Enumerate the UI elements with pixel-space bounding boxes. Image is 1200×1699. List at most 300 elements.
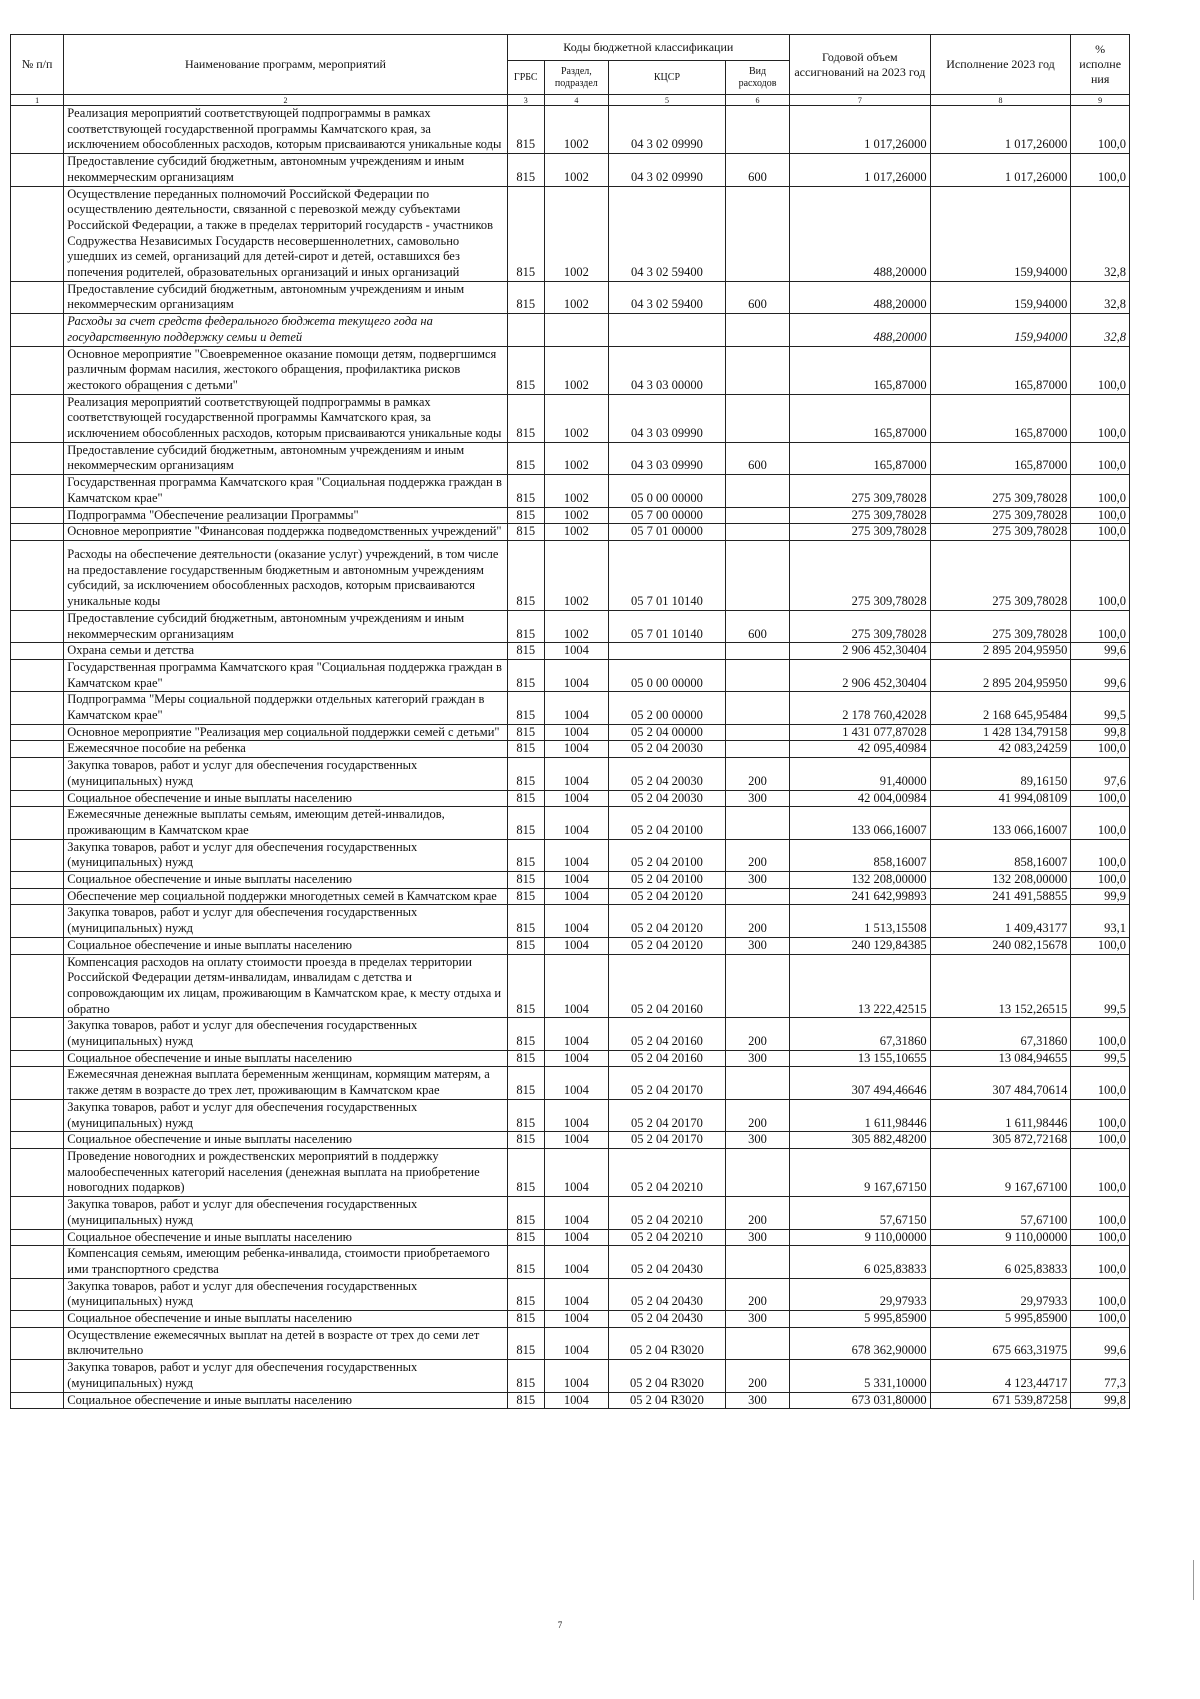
- cell-name: Предоставление субсидий бюджетным, автономным учреждениям и иным некоммерческим организациям: [64, 281, 507, 313]
- cell-plan: 29,97933: [790, 1278, 931, 1310]
- table-row: [11, 905, 1130, 937]
- cell-num: [11, 106, 64, 154]
- cell-razdel: 1004: [544, 643, 608, 660]
- cell-pct: 99,9: [1071, 888, 1130, 905]
- cell-kcsr: 04 3 02 09990: [608, 154, 725, 186]
- cell-plan: 488,20000: [790, 186, 931, 281]
- cell-vid: [726, 741, 790, 758]
- table-body: [11, 106, 1130, 1409]
- cell-grbs: 815: [507, 807, 544, 839]
- cell-plan: 858,16007: [790, 839, 931, 871]
- cell-razdel: 1002: [544, 154, 608, 186]
- cell-num: [11, 1197, 64, 1229]
- cell-num: [11, 394, 64, 442]
- cell-kcsr: 05 0 00 00000: [608, 659, 725, 691]
- cell-plan: 2 906 452,30404: [790, 643, 931, 660]
- cell-plan: 13 155,10655: [790, 1050, 931, 1067]
- cell-grbs: 815: [507, 1018, 544, 1050]
- column-number: 8: [930, 95, 1071, 106]
- cell-kcsr: 05 2 04 20030: [608, 758, 725, 790]
- header-column-numbers: [11, 95, 1130, 106]
- cell-kcsr: 05 7 01 10140: [608, 610, 725, 642]
- cell-num: [11, 507, 64, 524]
- cell-plan: 275 309,78028: [790, 475, 931, 507]
- cell-num: [11, 888, 64, 905]
- cell-fact: 5 995,85900: [930, 1311, 1071, 1328]
- cell-grbs: 815: [507, 281, 544, 313]
- cell-grbs: 815: [507, 442, 544, 474]
- cell-plan: 1 611,98446: [790, 1099, 931, 1131]
- cell-razdel: 1004: [544, 1311, 608, 1328]
- cell-grbs: 815: [507, 888, 544, 905]
- cell-plan: 132 208,00000: [790, 872, 931, 889]
- cell-pct: 100,0: [1071, 1099, 1130, 1131]
- cell-num: [11, 905, 64, 937]
- cell-grbs: 815: [507, 1327, 544, 1359]
- cell-kcsr: 05 2 04 20160: [608, 954, 725, 1018]
- cell-fact: 858,16007: [930, 839, 1071, 871]
- header-plan: Годовой объем ассигнований на 2023 год: [790, 35, 931, 95]
- header-vid: Вид расходов: [726, 61, 790, 95]
- cell-name: Социальное обеспечение и иные выплаты населению: [64, 1229, 507, 1246]
- cell-kcsr: 04 3 03 00000: [608, 346, 725, 394]
- cell-grbs: 815: [507, 394, 544, 442]
- table-row: [11, 741, 1130, 758]
- cell-kcsr: 05 2 04 20100: [608, 839, 725, 871]
- cell-num: [11, 790, 64, 807]
- cell-num: [11, 314, 64, 346]
- cell-vid: [726, 724, 790, 741]
- cell-plan: 275 309,78028: [790, 610, 931, 642]
- table-row: [11, 790, 1130, 807]
- cell-plan: 13 222,42515: [790, 954, 931, 1018]
- cell-grbs: 815: [507, 524, 544, 541]
- cell-name: Закупка товаров, работ и услуг для обеспечения государственных (муниципальных) нужд: [64, 1278, 507, 1310]
- cell-name: Компенсация семьям, имеющим ребенка-инвалида, стоимости приобретаемого ими транспортного средства: [64, 1246, 507, 1278]
- cell-vid: [726, 186, 790, 281]
- cell-num: [11, 154, 64, 186]
- cell-razdel: 1004: [544, 1132, 608, 1149]
- cell-name: Реализация мероприятий соответствующей подпрограммы в рамках соответствующей государственной программы Камчатского края, за исключением обособленных расходов, которым присваиваются уникальные коды: [64, 394, 507, 442]
- cell-plan: 67,31860: [790, 1018, 931, 1050]
- cell-num: [11, 475, 64, 507]
- cell-plan: 165,87000: [790, 442, 931, 474]
- cell-num: [11, 1229, 64, 1246]
- cell-grbs: 815: [507, 1360, 544, 1392]
- cell-fact: 89,16150: [930, 758, 1071, 790]
- cell-pct: 99,8: [1071, 1392, 1130, 1409]
- cell-plan: 1 017,26000: [790, 106, 931, 154]
- cell-name: Социальное обеспечение и иные выплаты населению: [64, 1050, 507, 1067]
- cell-plan: 6 025,83833: [790, 1246, 931, 1278]
- cell-name: Охрана семьи и детства: [64, 643, 507, 660]
- cell-num: [11, 1311, 64, 1328]
- cell-kcsr: 05 2 04 20030: [608, 790, 725, 807]
- cell-fact: 305 872,72168: [930, 1132, 1071, 1149]
- cell-razdel: 1002: [544, 507, 608, 524]
- cell-pct: 100,0: [1071, 475, 1130, 507]
- cell-vid: 300: [726, 1311, 790, 1328]
- cell-num: [11, 1132, 64, 1149]
- cell-kcsr: 05 2 04 20430: [608, 1246, 725, 1278]
- cell-kcsr: 05 2 00 00000: [608, 692, 725, 724]
- header-grbs: ГРБС: [507, 61, 544, 95]
- cell-pct: 100,0: [1071, 540, 1130, 610]
- cell-vid: [726, 394, 790, 442]
- cell-num: [11, 1099, 64, 1131]
- cell-num: [11, 281, 64, 313]
- cell-razdel: 1004: [544, 888, 608, 905]
- cell-fact: 241 491,58855: [930, 888, 1071, 905]
- header-razdel: Раздел, подраздел: [544, 61, 608, 95]
- cell-pct: 100,0: [1071, 1311, 1130, 1328]
- cell-grbs: 815: [507, 1067, 544, 1099]
- cell-vid: 300: [726, 1132, 790, 1149]
- cell-num: [11, 1149, 64, 1197]
- cell-kcsr: 05 2 04 20170: [608, 1132, 725, 1149]
- cell-name: Закупка товаров, работ и услуг для обеспечения государственных (муниципальных) нужд: [64, 1018, 507, 1050]
- cell-vid: [726, 807, 790, 839]
- table-row: [11, 610, 1130, 642]
- cell-grbs: 815: [507, 659, 544, 691]
- cell-fact: 2 168 645,95484: [930, 692, 1071, 724]
- cell-pct: 100,0: [1071, 106, 1130, 154]
- cell-razdel: 1004: [544, 790, 608, 807]
- cell-grbs: 815: [507, 872, 544, 889]
- cell-vid: [726, 507, 790, 524]
- cell-plan: 673 031,80000: [790, 1392, 931, 1409]
- header-num: № п/п: [11, 35, 64, 95]
- cell-razdel: 1004: [544, 1392, 608, 1409]
- column-number: 9: [1071, 95, 1130, 106]
- cell-kcsr: 05 2 04 20210: [608, 1149, 725, 1197]
- cell-name: Подпрограмма "Обеспечение реализации Программы": [64, 507, 507, 524]
- cell-name: Предоставление субсидий бюджетным, автономным учреждениям и иным некоммерческим организациям: [64, 610, 507, 642]
- cell-kcsr: 05 2 04 00000: [608, 724, 725, 741]
- table-header: [11, 35, 1130, 106]
- cell-name: Социальное обеспечение и иные выплаты населению: [64, 790, 507, 807]
- table-row: [11, 1246, 1130, 1278]
- page-number: 7: [557, 1620, 563, 1630]
- cell-razdel: 1004: [544, 1018, 608, 1050]
- cell-pct: 100,0: [1071, 346, 1130, 394]
- cell-name: Ежемесячные денежные выплаты семьям, имеющим детей-инвалидов, проживающим в Камчатском крае: [64, 807, 507, 839]
- cell-plan: 9 110,00000: [790, 1229, 931, 1246]
- cell-vid: [726, 888, 790, 905]
- cell-num: [11, 659, 64, 691]
- cell-plan: 5 331,10000: [790, 1360, 931, 1392]
- cell-plan: 488,20000: [790, 314, 931, 346]
- cell-num: [11, 1278, 64, 1310]
- cell-pct: 100,0: [1071, 741, 1130, 758]
- table-row: [11, 346, 1130, 394]
- cell-razdel: 1004: [544, 954, 608, 1018]
- cell-grbs: 815: [507, 1099, 544, 1131]
- cell-fact: 1 611,98446: [930, 1099, 1071, 1131]
- cell-vid: 300: [726, 1050, 790, 1067]
- cell-razdel: 1004: [544, 1099, 608, 1131]
- cell-kcsr: 05 2 04 R3020: [608, 1360, 725, 1392]
- cell-name: Закупка товаров, работ и услуг для обеспечения государственных (муниципальных) нужд: [64, 1197, 507, 1229]
- cell-pct: 100,0: [1071, 1018, 1130, 1050]
- cell-name: Расходы на обеспечение деятельности (оказание услуг) учреждений, в том числе на предоставление государственным бюджетным и автономным учреждениям субсидий, за исключением обособленных расходов, которым присваиваются уникальные коды: [64, 540, 507, 610]
- cell-kcsr: 05 2 04 R3020: [608, 1327, 725, 1359]
- cell-razdel: 1004: [544, 1197, 608, 1229]
- cell-razdel: [544, 314, 608, 346]
- cell-razdel: 1002: [544, 540, 608, 610]
- cell-grbs: 815: [507, 1132, 544, 1149]
- column-number: 2: [64, 95, 507, 106]
- cell-razdel: 1002: [544, 186, 608, 281]
- cell-vid: [726, 692, 790, 724]
- table-row: [11, 1099, 1130, 1131]
- cell-kcsr: 05 2 04 20120: [608, 888, 725, 905]
- cell-name: Государственная программа Камчатского края "Социальная поддержка граждан в Камчатском крае": [64, 659, 507, 691]
- cell-plan: 2 906 452,30404: [790, 659, 931, 691]
- table-row: [11, 1018, 1130, 1050]
- cell-kcsr: 04 3 02 59400: [608, 281, 725, 313]
- cell-plan: 42 095,40984: [790, 741, 931, 758]
- cell-vid: 300: [726, 1392, 790, 1409]
- cell-kcsr: 04 3 03 09990: [608, 442, 725, 474]
- cell-name: Компенсация расходов на оплату стоимости проезда в пределах территории Российской Федерации детям-инвалидам, инвалидам с детства и сопровождающим их лицам, проживающим в Камчатском крае, к месту отдыха и обратно: [64, 954, 507, 1018]
- cell-plan: 678 362,90000: [790, 1327, 931, 1359]
- cell-grbs: 815: [507, 186, 544, 281]
- cell-vid: 200: [726, 1018, 790, 1050]
- cell-razdel: 1004: [544, 724, 608, 741]
- cell-pct: 100,0: [1071, 1278, 1130, 1310]
- cell-grbs: 815: [507, 154, 544, 186]
- cell-name: Социальное обеспечение и иные выплаты населению: [64, 1132, 507, 1149]
- cell-vid: [726, 1246, 790, 1278]
- cell-razdel: 1004: [544, 1229, 608, 1246]
- cell-vid: 300: [726, 937, 790, 954]
- cell-grbs: 815: [507, 1050, 544, 1067]
- cell-kcsr: 05 2 04 20120: [608, 905, 725, 937]
- cell-grbs: 815: [507, 346, 544, 394]
- cell-razdel: 1004: [544, 1246, 608, 1278]
- cell-plan: 275 309,78028: [790, 507, 931, 524]
- cell-num: [11, 186, 64, 281]
- cell-fact: 1 017,26000: [930, 106, 1071, 154]
- table-row: [11, 1197, 1130, 1229]
- cell-fact: 133 066,16007: [930, 807, 1071, 839]
- header-name: Наименование программ, мероприятий: [64, 35, 507, 95]
- cell-pct: 100,0: [1071, 154, 1130, 186]
- cell-grbs: 815: [507, 1149, 544, 1197]
- table-row: [11, 1311, 1130, 1328]
- cell-grbs: 815: [507, 610, 544, 642]
- cell-kcsr: [608, 643, 725, 660]
- cell-grbs: 815: [507, 475, 544, 507]
- cell-plan: 2 178 760,42028: [790, 692, 931, 724]
- cell-grbs: 815: [507, 937, 544, 954]
- cell-pct: 100,0: [1071, 1197, 1130, 1229]
- cell-num: [11, 937, 64, 954]
- cell-pct: 99,6: [1071, 659, 1130, 691]
- column-number: 5: [608, 95, 725, 106]
- cell-vid: [726, 106, 790, 154]
- cell-grbs: 815: [507, 724, 544, 741]
- table-row: [11, 186, 1130, 281]
- cell-grbs: 815: [507, 839, 544, 871]
- cell-name: Осуществление переданных полномочий Российской Федерации по осуществлению деятельности, связанной с перевозкой между субъектами Российской Федерации, а также в пределах территорий государств - участников Содружества Независимых Государств несовершеннолетних, самовольно ушедших из семей, организаций для детей-сирот и детей, оставшихся без попечения родителей, образовательных организаций и иных организаций: [64, 186, 507, 281]
- cell-pct: 32,8: [1071, 281, 1130, 313]
- cell-vid: [726, 346, 790, 394]
- cell-fact: 240 082,15678: [930, 937, 1071, 954]
- cell-fact: 165,87000: [930, 346, 1071, 394]
- cell-vid: [726, 659, 790, 691]
- table-row: [11, 758, 1130, 790]
- cell-vid: [726, 1067, 790, 1099]
- cell-pct: 100,0: [1071, 1246, 1130, 1278]
- cell-grbs: 815: [507, 790, 544, 807]
- cell-pct: 77,3: [1071, 1360, 1130, 1392]
- cell-razdel: 1004: [544, 1050, 608, 1067]
- cell-fact: 1 428 134,79158: [930, 724, 1071, 741]
- cell-vid: 600: [726, 610, 790, 642]
- cell-vid: [726, 954, 790, 1018]
- cell-pct: 100,0: [1071, 442, 1130, 474]
- cell-pct: 100,0: [1071, 790, 1130, 807]
- cell-pct: 100,0: [1071, 507, 1130, 524]
- cell-name: Обеспечение мер социальной поддержки многодетных семей в Камчатском крае: [64, 888, 507, 905]
- cell-name: Осуществление ежемесячных выплат на детей в возрасте от трех до семи лет включительно: [64, 1327, 507, 1359]
- cell-fact: 1 409,43177: [930, 905, 1071, 937]
- cell-plan: 275 309,78028: [790, 524, 931, 541]
- cell-vid: 200: [726, 1099, 790, 1131]
- cell-razdel: 1002: [544, 524, 608, 541]
- cell-razdel: 1002: [544, 346, 608, 394]
- cell-razdel: 1002: [544, 281, 608, 313]
- budget-execution-table: [10, 34, 1130, 1409]
- cell-num: [11, 692, 64, 724]
- cell-fact: 159,94000: [930, 314, 1071, 346]
- cell-kcsr: 05 7 01 00000: [608, 524, 725, 541]
- table-row: [11, 1067, 1130, 1099]
- cell-grbs: 815: [507, 905, 544, 937]
- cell-plan: 1 513,15508: [790, 905, 931, 937]
- cell-grbs: 815: [507, 954, 544, 1018]
- table-row: [11, 692, 1130, 724]
- cell-pct: 100,0: [1071, 1132, 1130, 1149]
- cell-num: [11, 540, 64, 610]
- table-row: [11, 1360, 1130, 1392]
- cell-vid: 200: [726, 1197, 790, 1229]
- cell-vid: [726, 314, 790, 346]
- cell-fact: 42 083,24259: [930, 741, 1071, 758]
- cell-name: Предоставление субсидий бюджетным, автономным учреждениям и иным некоммерческим организациям: [64, 442, 507, 474]
- cell-kcsr: 04 3 02 59400: [608, 186, 725, 281]
- cell-plan: 1 017,26000: [790, 154, 931, 186]
- cell-vid: 200: [726, 839, 790, 871]
- cell-fact: 275 309,78028: [930, 524, 1071, 541]
- cell-grbs: 815: [507, 1311, 544, 1328]
- cell-razdel: 1002: [544, 442, 608, 474]
- cell-num: [11, 872, 64, 889]
- cell-grbs: 815: [507, 643, 544, 660]
- cell-grbs: [507, 314, 544, 346]
- cell-name: Проведение новогодних и рождественских мероприятий в поддержку малообеспеченных категорий населения (денежная выплата на приобретение новогодних подарков): [64, 1149, 507, 1197]
- cell-vid: 300: [726, 872, 790, 889]
- cell-plan: 42 004,00984: [790, 790, 931, 807]
- cell-kcsr: [608, 314, 725, 346]
- table-row: [11, 106, 1130, 154]
- cell-fact: 6 025,83833: [930, 1246, 1071, 1278]
- cell-kcsr: 05 2 04 20430: [608, 1278, 725, 1310]
- cell-fact: 159,94000: [930, 186, 1071, 281]
- column-number: 4: [544, 95, 608, 106]
- cell-pct: 100,0: [1071, 524, 1130, 541]
- cell-fact: 9 167,67100: [930, 1149, 1071, 1197]
- cell-name: Социальное обеспечение и иные выплаты населению: [64, 872, 507, 889]
- cell-fact: 2 895 204,95950: [930, 659, 1071, 691]
- cell-grbs: 815: [507, 1278, 544, 1310]
- cell-pct: 100,0: [1071, 1149, 1130, 1197]
- table-row: [11, 314, 1130, 346]
- cell-razdel: 1004: [544, 758, 608, 790]
- cell-name: Закупка товаров, работ и услуг для обеспечения государственных (муниципальных) нужд: [64, 1099, 507, 1131]
- cell-num: [11, 724, 64, 741]
- cell-plan: 1 431 077,87028: [790, 724, 931, 741]
- cell-num: [11, 346, 64, 394]
- cell-vid: 300: [726, 790, 790, 807]
- cell-name: Социальное обеспечение и иные выплаты населению: [64, 937, 507, 954]
- table-row: [11, 954, 1130, 1018]
- cell-num: [11, 807, 64, 839]
- cell-num: [11, 442, 64, 474]
- cell-kcsr: 05 2 04 20030: [608, 741, 725, 758]
- cell-pct: 100,0: [1071, 394, 1130, 442]
- cell-name: Государственная программа Камчатского края "Социальная поддержка граждан в Камчатском крае": [64, 475, 507, 507]
- table-row: [11, 888, 1130, 905]
- table-row: [11, 281, 1130, 313]
- cell-pct: 100,0: [1071, 1229, 1130, 1246]
- cell-num: [11, 1050, 64, 1067]
- table-row: [11, 154, 1130, 186]
- cell-vid: 600: [726, 154, 790, 186]
- cell-pct: 100,0: [1071, 937, 1130, 954]
- header-pct: % исполне ния: [1071, 35, 1130, 95]
- cell-plan: 57,67150: [790, 1197, 931, 1229]
- table-row: [11, 1132, 1130, 1149]
- cell-kcsr: 05 2 04 20210: [608, 1197, 725, 1229]
- cell-grbs: 815: [507, 1246, 544, 1278]
- cell-grbs: 815: [507, 507, 544, 524]
- header-fact: Исполнение 2023 год: [930, 35, 1071, 95]
- cell-kcsr: 05 0 00 00000: [608, 475, 725, 507]
- cell-num: [11, 758, 64, 790]
- cell-num: [11, 524, 64, 541]
- column-number: 7: [790, 95, 931, 106]
- cell-name: Подпрограмма "Меры социальной поддержки отдельных категорий граждан в Камчатском крае": [64, 692, 507, 724]
- table-row: [11, 1149, 1130, 1197]
- cell-num: [11, 1018, 64, 1050]
- cell-razdel: 1004: [544, 659, 608, 691]
- cell-razdel: 1004: [544, 1360, 608, 1392]
- cell-plan: 165,87000: [790, 394, 931, 442]
- cell-name: Предоставление субсидий бюджетным, автономным учреждениям и иным некоммерческим организациям: [64, 154, 507, 186]
- header-kcsr: КЦСР: [608, 61, 725, 95]
- column-number: 6: [726, 95, 790, 106]
- cell-vid: 300: [726, 1229, 790, 1246]
- cell-vid: 200: [726, 758, 790, 790]
- cell-pct: 100,0: [1071, 1067, 1130, 1099]
- table-row: [11, 1327, 1130, 1359]
- cell-pct: 100,0: [1071, 807, 1130, 839]
- cell-vid: [726, 1327, 790, 1359]
- cell-vid: 600: [726, 281, 790, 313]
